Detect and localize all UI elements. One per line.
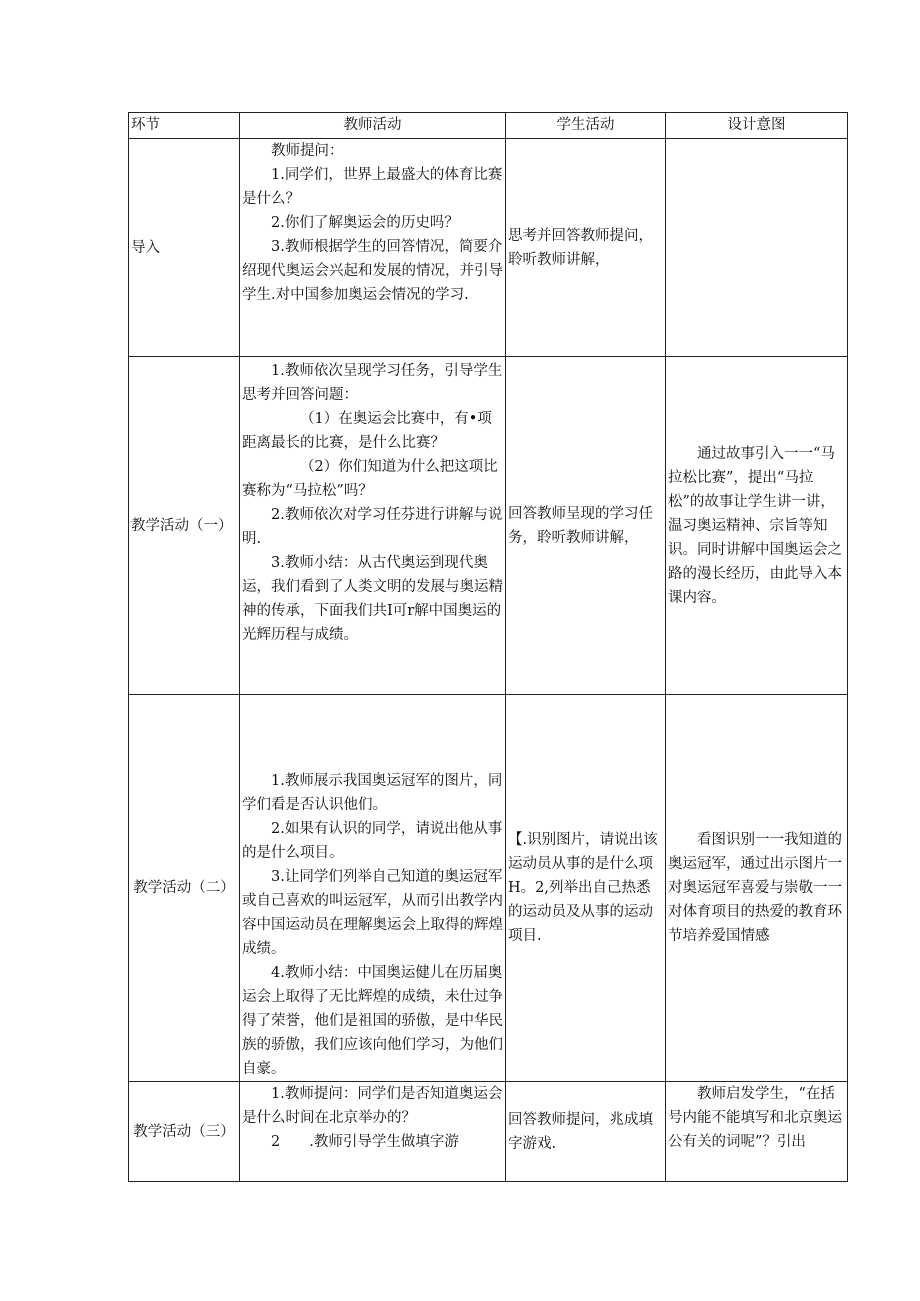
student-activity-cell: 回答教师呈现的学习任务，聆听教师讲解， [506, 357, 666, 695]
stage-cell: 教学活动（一） [129, 357, 240, 695]
design-intent-cell [666, 139, 848, 357]
teacher-line: 1.教师展示我国奥运冠军的图片，同学们看是否认识他们。 [242, 773, 503, 813]
design-intent-cell: 教师启发学生，“在括号内能不能填写和北京奥运公有关的词呢”？引出 [666, 1082, 848, 1182]
header-row [129, 113, 848, 139]
teacher-line: 3.教师根据学生的回答情况，简要介绍现代奥运会兴起和发展的情况，并引导学生.对中国参加奥运会情况的学习. [242, 239, 503, 303]
header-teacher-activity: 教师活动 [240, 113, 506, 139]
teacher-line: （2）你们知道为什么把这项比赛称为“马拉松”吗？ [242, 459, 498, 499]
table-row-activity-1 [129, 357, 848, 695]
student-activity-cell: 回答教师提问，兆成填字游戏. [506, 1082, 666, 1182]
teacher-line: 3.让同学们列举自己知道的奥运冠军或自己喜欢的叫运冠军，从而引出教学内容中国运动员在理解奥运会上取得的辉煌成绩。 [242, 869, 503, 957]
stage-cell: 教学活动（二） [129, 695, 240, 1082]
design-intent-cell: 看图识别一一我知道的奥运冠军，通过出示图片一对奥运冠军喜爱与崇敬一一对体育项目的热爱的教育环节培养爱国情感 [666, 695, 848, 1082]
student-activity-cell: 思考并回答教师提问，聆听教师讲解， [506, 139, 666, 357]
table-row-activity-3 [129, 1082, 848, 1182]
teacher-line: 1.教师提问：同学们是否知道奥运会是什么时间在北京举办的？ [242, 1086, 503, 1126]
stage-cell: 导入 [129, 139, 240, 357]
teacher-activity-cell [240, 139, 506, 357]
student-activity-cell: 【.识别图片，请说出该运动员从事的是什么项H。2,列举出自己热悉的运动员及从事的运动项目. [506, 695, 666, 1082]
header-design-intent: 设计意图 [666, 113, 848, 139]
stage-cell: 教学活动（三） [129, 1082, 240, 1182]
teacher-activity-cell [240, 357, 506, 695]
teacher-line: 3.教师小结：从古代奥运到现代奥运，我们看到了人类文明的发展与奥运精神的传承，下面我们共I可r解中国奥运的光辉历程与成绩。 [242, 555, 503, 643]
teacher-activity-cell [240, 695, 506, 1082]
teacher-line: （1）在奥运会比赛中，有•项距离最长的比赛，是什么比赛？ [242, 411, 492, 451]
lesson-plan-table [128, 112, 848, 1182]
teacher-line: 2.教师依次对学习任芬进行讲解与说明. [242, 507, 503, 547]
table-row-intro [129, 139, 848, 357]
teacher-line: 4.教师小结：中国奥运健儿在历届奥运会上取得了无比辉煌的成绩，未仕过争得了荣誉，他们是祖国的骄傲，是中华民族的骄傲，我们应该向他们学习，为他们自豪。 [242, 965, 503, 1077]
design-intent-cell: 通过故事引入一一“马拉松比赛”，提出“马拉松”的故事让学生讲一讲，温习奥运精神、宗旨等知识。同时讲解中国奥运会之路的漫长经历，由此导入本课内容。 [666, 357, 848, 695]
table-row-activity-2 [129, 695, 848, 1082]
teacher-line: 2.你们了解奥运会的历史吗？ [271, 215, 459, 231]
header-student-activity: 学生活动 [506, 113, 666, 139]
teacher-line: 1.教师依次呈现学习任务，引导学生思考并回答问题： [242, 363, 503, 403]
teacher-line: 2.如果有认识的同学，请说出他从事的是什么项目。 [242, 821, 503, 861]
teacher-line: 2 .教师引导学生做填字游 [271, 1134, 459, 1150]
teacher-line: 教师提问： [271, 143, 344, 159]
header-stage: 环节 [129, 113, 240, 139]
teacher-line: 1.同学们，世界上最盛大的体育比赛是什么？ [242, 167, 503, 207]
teacher-activity-cell [240, 1082, 506, 1182]
